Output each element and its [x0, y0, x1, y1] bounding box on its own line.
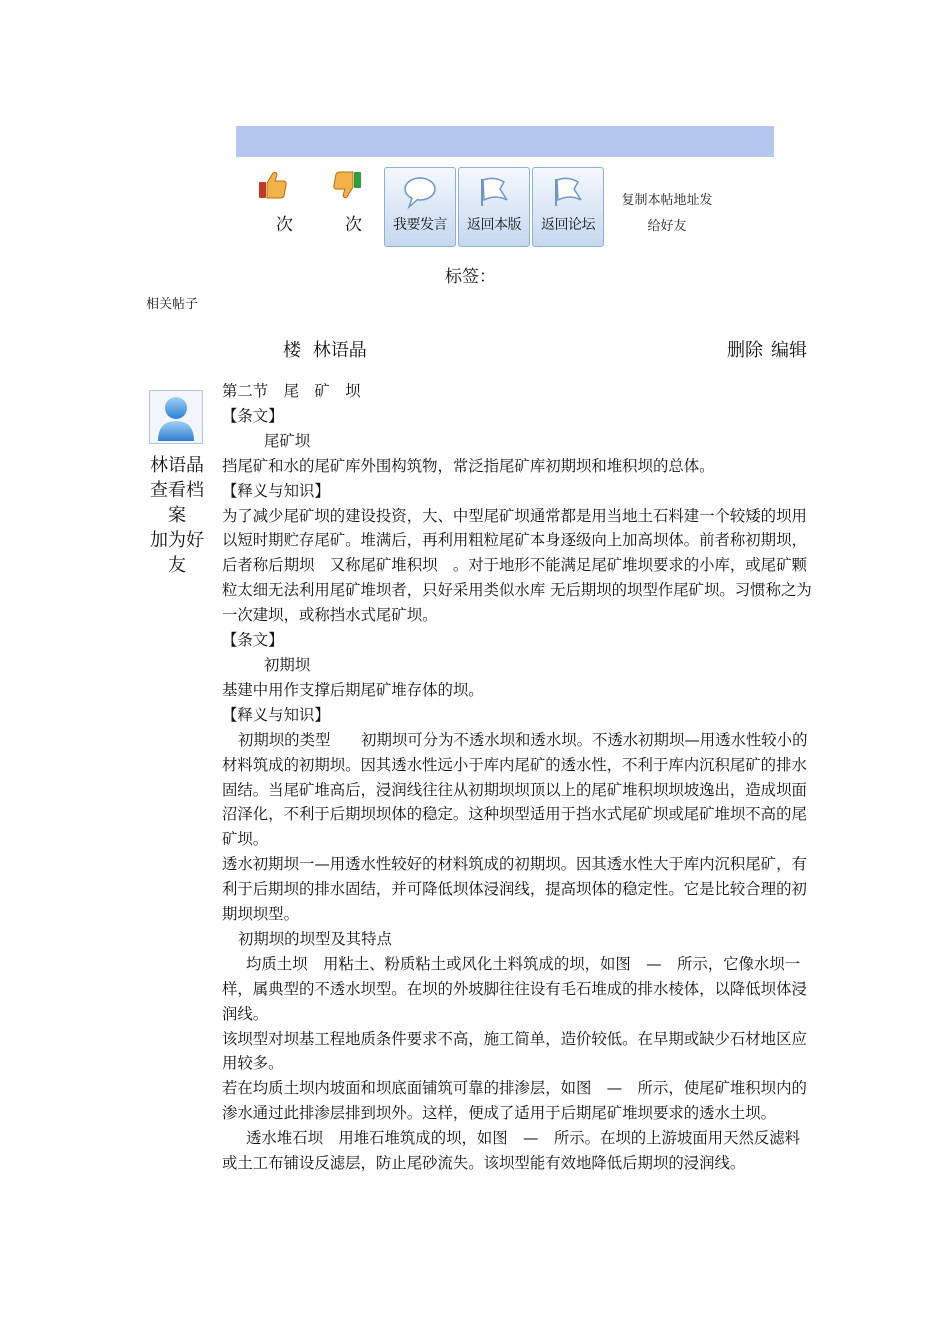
speech-bubble-icon [400, 174, 440, 210]
section-title: 第二节 尾 矿 坝 [222, 382, 361, 400]
term-heading: 初期坝 [264, 655, 311, 674]
paragraph: 基建中用作支撑后期尾矿堆存体的坝。 [222, 680, 484, 699]
term-heading: 尾矿坝 [264, 431, 311, 450]
related-posts-label: 相关帖子 [146, 297, 199, 312]
paragraph: 为了减少尾矿坝的建设投资，大、中型尾矿坝通常都是用当地土石料建一个较矮的坝用以短时期贮存尾矿。堆满后，再利用粗粒尾矿本身逐级向上加高坝体。前者称初期坝，后者称后期坝 又称尾矿堆积坝 。对于地形不能满足尾矿堆坝要求的小库，或尾矿颗粒太细无法利用尾矿堆坝者，只好采用类似水库 无后期坝的坝型作尾矿坝。习惯称之为一次建坝，或称挡水式尾矿坝。 [222, 506, 812, 625]
paragraph: 若在均质土坝内坡面和坝底面铺筑可靠的排渗层，如图 — 所示，使尾矿堆积坝内的渗水通过此排渗层排到坝外。这样，便成了适用于后期尾矿堆坝要求的透水土坝。 [222, 1079, 807, 1123]
add-friend-link[interactable]: 加为好友 [150, 530, 204, 576]
thumbs-down-icon[interactable] [330, 168, 370, 208]
paragraph: 透水初期坝一—用透水性较好的材料筑成的初期坝。因其透水性大于库内沉积尾矿，有利于后期坝的排水固结，并可降低坝体浸润线，提高坝体的稳定性。它是比较合理的初期坝坝型。 [222, 855, 807, 924]
view-profile-link[interactable]: 查看档案 [150, 480, 204, 526]
paragraph: 透水堆石坝 用堆石堆筑成的坝，如图 — 所示。在坝的上游坡面用天然反滤料或土工布铺设反滤层，防止尾砂流失。该坝型能有效地降低后期坝的浸润线。 [222, 1129, 801, 1173]
copy-post-link[interactable] [612, 188, 722, 240]
back-to-board-button[interactable] [458, 167, 530, 247]
delete-link[interactable]: 删除 [727, 340, 763, 361]
avatar[interactable] [149, 390, 203, 444]
user-name[interactable]: 林语晶 [150, 455, 204, 476]
copy-link-line1: 复制本帖地址发 [621, 193, 713, 208]
tags-label: 标签： [445, 267, 496, 287]
explanation-heading: 【释义与知识】 [222, 705, 330, 724]
floor-label: 楼 [283, 340, 301, 361]
header-bar [236, 126, 774, 157]
flag-icon [548, 174, 588, 210]
post-reply-label: 我要发言 [393, 217, 447, 233]
user-avatar-icon [150, 391, 202, 443]
user-sidebar [142, 453, 212, 578]
back-to-forum-button[interactable] [532, 167, 604, 247]
paragraph: 挡尾矿和水的尾矿库外围构筑物，常泛指尾矿库初期坝和堆积坝的总体。 [222, 456, 715, 475]
explanation-heading: 【释义与知识】 [222, 481, 330, 500]
like-count: 次 [276, 215, 293, 235]
paragraph: 均质土坝 用粘土、粉质粘土或风化土料筑成的坝，如图 — 所示，它像水坝一样，属典型的不透水坝型。在坝的外坡脚往往设有毛石堆成的排水棱体，以降低坝体浸润线。 [222, 954, 807, 1023]
flag-icon [474, 174, 514, 210]
back-to-board-label: 返回本版 [467, 217, 521, 233]
paragraph: 初期坝的坝型及其特点 [238, 929, 392, 948]
back-to-forum-label: 返回论坛 [541, 217, 595, 233]
post-reply-button[interactable] [384, 167, 456, 247]
floor-header [283, 336, 367, 362]
copy-link-line2: 给好友 [647, 219, 687, 234]
dislike-count: 次 [345, 215, 362, 235]
edit-link[interactable]: 编辑 [771, 340, 807, 361]
paragraph: 该坝型对坝基工程地质条件要求不高，施工简单，造价较低。在早期或缺少石材地区应用较多。 [222, 1029, 807, 1073]
post-content [222, 379, 814, 1176]
paragraph: 初期坝的类型 初期坝可分为不透水坝和透水坝。不透水初期坝—用透水性较小的材料筑成的初期坝。因其透水性远小于库内尾矿的透水性，不利于库内沉积尾矿的排水固结。当尾矿堆高后，浸润线往往从初期坝坝顶以上的尾矿堆积坝坝坡逸出，造成坝面沼泽化，不利于后期坝坝体的稳定。这种坝型适用于挡水式尾矿坝或尾矿堆坝不高的尾矿坝。 [222, 730, 808, 849]
thumbs-up-icon[interactable] [256, 168, 296, 208]
clause-heading: 【条文】 [222, 406, 284, 425]
floor-actions [727, 336, 815, 362]
clause-heading: 【条文】 [222, 631, 284, 650]
floor-author[interactable]: 林语晶 [312, 340, 367, 361]
